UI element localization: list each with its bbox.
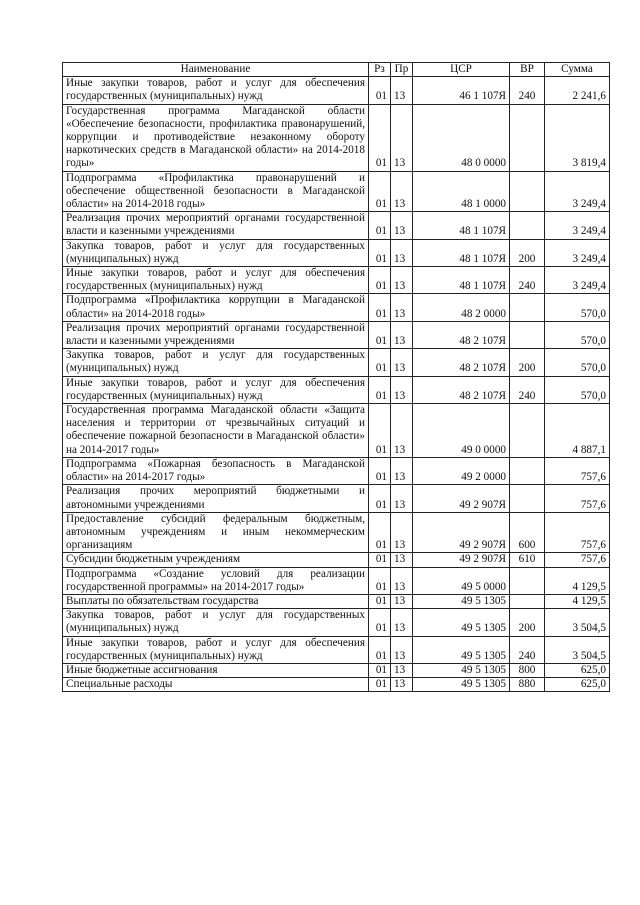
row-pr-cell: 13 [391, 239, 413, 266]
row-pr-cell: 13 [391, 376, 413, 403]
table-row [63, 457, 610, 484]
row-pr-cell: 13 [391, 609, 413, 636]
table-row [63, 349, 610, 376]
table-row [63, 104, 610, 171]
row-pr-cell: 13 [391, 678, 413, 692]
row-name-cell: Субсидии бюджетным учреждениям [63, 553, 369, 567]
row-csr-cell: 48 0 0000 [413, 104, 510, 171]
row-pr-cell: 13 [391, 77, 413, 104]
row-csr-cell: 49 5 1305 [413, 678, 510, 692]
row-name-cell: Подпрограмма «Профилактика коррупции в Магаданской области» на 2014-2018 годы» [63, 294, 369, 321]
table-row [63, 376, 610, 403]
row-vr-cell [510, 171, 545, 212]
row-csr-cell: 48 1 107Я [413, 267, 510, 294]
row-sum-cell: 4 129,5 [545, 567, 610, 594]
row-csr-cell: 46 1 107Я [413, 77, 510, 104]
row-vr-cell [510, 294, 545, 321]
table-row [63, 404, 610, 458]
row-csr-cell: 49 5 0000 [413, 567, 510, 594]
table-row [63, 512, 610, 553]
row-vr-cell [510, 321, 545, 348]
row-csr-cell: 49 5 1305 [413, 594, 510, 608]
row-csr-cell: 48 2 107Я [413, 349, 510, 376]
table-row [63, 294, 610, 321]
row-sum-cell: 3 504,5 [545, 636, 610, 663]
row-rz-cell: 01 [369, 553, 391, 567]
row-sum-cell: 4 887,1 [545, 404, 610, 458]
row-sum-cell: 3 249,4 [545, 212, 610, 239]
table-row [63, 567, 610, 594]
row-pr-cell: 13 [391, 104, 413, 171]
table-row [63, 485, 610, 512]
row-sum-cell: 3 249,4 [545, 239, 610, 266]
row-pr-cell: 13 [391, 553, 413, 567]
row-pr-cell: 13 [391, 567, 413, 594]
table-row [63, 267, 610, 294]
row-name-cell: Подпрограмма «Пожарная безопасность в Магаданской области» на 2014-2017 годы» [63, 457, 369, 484]
row-sum-cell: 2 241,6 [545, 77, 610, 104]
row-vr-cell [510, 404, 545, 458]
row-pr-cell: 13 [391, 485, 413, 512]
row-sum-cell: 757,6 [545, 457, 610, 484]
row-name-cell: Государственная программа Магаданской области «Обеспечение безопасности, профилактика правонарушений, коррупции и противодействие незаконному обороту наркотических средств в Магаданской области» на 2014-2018 годы» [63, 104, 369, 171]
row-vr-cell: 200 [510, 349, 545, 376]
row-sum-cell: 757,6 [545, 512, 610, 553]
table-header-row [63, 63, 610, 77]
row-rz-cell: 01 [369, 212, 391, 239]
row-sum-cell: 570,0 [545, 294, 610, 321]
row-vr-cell: 240 [510, 376, 545, 403]
row-sum-cell: 3 819,4 [545, 104, 610, 171]
row-csr-cell: 49 0 0000 [413, 404, 510, 458]
row-vr-cell: 200 [510, 609, 545, 636]
table-row [63, 663, 610, 677]
row-rz-cell: 01 [369, 457, 391, 484]
row-csr-cell: 49 5 1305 [413, 663, 510, 677]
row-pr-cell: 13 [391, 594, 413, 608]
row-vr-cell: 240 [510, 267, 545, 294]
row-name-cell: Иные закупки товаров, работ и услуг для обеспечения государственных (муниципальных) нужд [63, 636, 369, 663]
table-row [63, 321, 610, 348]
row-rz-cell: 01 [369, 104, 391, 171]
row-sum-cell: 3 249,4 [545, 171, 610, 212]
row-rz-cell: 01 [369, 594, 391, 608]
row-name-cell: Иные закупки товаров, работ и услуг для обеспечения государственных (муниципальных) нужд [63, 267, 369, 294]
row-name-cell: Подпрограмма «Создание условий для реализации государственной программы» на 2014-2017 годы» [63, 567, 369, 594]
row-pr-cell: 13 [391, 267, 413, 294]
row-csr-cell: 49 2 907Я [413, 553, 510, 567]
row-name-cell: Закупка товаров, работ и услуг для государственных (муниципальных) нужд [63, 609, 369, 636]
table-row [63, 239, 610, 266]
table-body [63, 77, 610, 692]
row-name-cell: Специальные расходы [63, 678, 369, 692]
row-name-cell: Реализация прочих мероприятий бюджетными и автономными учреждениями [63, 485, 369, 512]
budget-table [62, 62, 610, 692]
row-name-cell: Предоставление субсидий федеральным бюджетным, автономным учреждениям и иным некоммерческим организациям [63, 512, 369, 553]
row-rz-cell: 01 [369, 294, 391, 321]
row-vr-cell: 800 [510, 663, 545, 677]
row-name-cell: Государственная программа Магаданской области «Защита населения и территории от чрезвычайных ситуаций и обеспечение пожарной безопасности в Магаданской области» на 2014-2017 годы» [63, 404, 369, 458]
row-vr-cell: 240 [510, 77, 545, 104]
row-rz-cell: 01 [369, 636, 391, 663]
header-vr: ВР [510, 63, 545, 77]
table-row [63, 77, 610, 104]
row-csr-cell: 48 2 107Я [413, 376, 510, 403]
row-sum-cell: 570,0 [545, 349, 610, 376]
table-row [63, 678, 610, 692]
row-pr-cell: 13 [391, 294, 413, 321]
table-row [63, 212, 610, 239]
row-rz-cell: 01 [369, 171, 391, 212]
row-rz-cell: 01 [369, 485, 391, 512]
row-vr-cell: 240 [510, 636, 545, 663]
row-vr-cell: 880 [510, 678, 545, 692]
row-csr-cell: 48 2 0000 [413, 294, 510, 321]
row-rz-cell: 01 [369, 376, 391, 403]
row-name-cell: Иные бюджетные ассигнования [63, 663, 369, 677]
row-sum-cell: 757,6 [545, 553, 610, 567]
row-sum-cell: 625,0 [545, 678, 610, 692]
row-pr-cell: 13 [391, 404, 413, 458]
row-pr-cell: 13 [391, 212, 413, 239]
header-rz: Рз [369, 63, 391, 77]
row-vr-cell: 610 [510, 553, 545, 567]
row-vr-cell [510, 485, 545, 512]
row-pr-cell: 13 [391, 321, 413, 348]
row-csr-cell: 49 5 1305 [413, 636, 510, 663]
row-csr-cell: 48 1 107Я [413, 212, 510, 239]
row-csr-cell: 49 5 1305 [413, 609, 510, 636]
row-rz-cell: 01 [369, 77, 391, 104]
row-pr-cell: 13 [391, 663, 413, 677]
row-name-cell: Иные закупки товаров, работ и услуг для обеспечения государственных (муниципальных) нужд [63, 376, 369, 403]
row-sum-cell: 3 249,4 [545, 267, 610, 294]
row-rz-cell: 01 [369, 267, 391, 294]
row-rz-cell: 01 [369, 512, 391, 553]
row-rz-cell: 01 [369, 404, 391, 458]
row-rz-cell: 01 [369, 609, 391, 636]
row-csr-cell: 49 2 0000 [413, 457, 510, 484]
row-rz-cell: 01 [369, 239, 391, 266]
row-sum-cell: 757,6 [545, 485, 610, 512]
row-vr-cell: 200 [510, 239, 545, 266]
row-sum-cell: 625,0 [545, 663, 610, 677]
table-row [63, 171, 610, 212]
row-name-cell: Реализация прочих мероприятий органами государственной власти и казенными учреждениями [63, 321, 369, 348]
row-name-cell: Подпрограмма «Профилактика правонарушений и обеспечение общественной безопасности в Магаданской области» на 2014-2018 годы» [63, 171, 369, 212]
row-rz-cell: 01 [369, 321, 391, 348]
row-rz-cell: 01 [369, 567, 391, 594]
budget-table-container [62, 62, 610, 692]
row-vr-cell: 600 [510, 512, 545, 553]
header-sum: Сумма [545, 63, 610, 77]
row-vr-cell [510, 212, 545, 239]
row-csr-cell: 48 1 107Я [413, 239, 510, 266]
row-pr-cell: 13 [391, 349, 413, 376]
header-name: Наименование [63, 63, 369, 77]
row-pr-cell: 13 [391, 171, 413, 212]
table-row [63, 553, 610, 567]
row-sum-cell: 4 129,5 [545, 594, 610, 608]
row-vr-cell [510, 104, 545, 171]
row-name-cell: Закупка товаров, работ и услуг для государственных (муниципальных) нужд [63, 349, 369, 376]
row-csr-cell: 48 2 107Я [413, 321, 510, 348]
row-csr-cell: 49 2 907Я [413, 485, 510, 512]
row-rz-cell: 01 [369, 349, 391, 376]
row-pr-cell: 13 [391, 636, 413, 663]
row-csr-cell: 49 2 907Я [413, 512, 510, 553]
row-name-cell: Выплаты по обязательствам государства [63, 594, 369, 608]
row-vr-cell [510, 457, 545, 484]
header-pr: Пр [391, 63, 413, 77]
row-name-cell: Иные закупки товаров, работ и услуг для обеспечения государственных (муниципальных) нужд [63, 77, 369, 104]
row-rz-cell: 01 [369, 663, 391, 677]
row-rz-cell: 01 [369, 678, 391, 692]
row-name-cell: Реализация прочих мероприятий органами государственной власти и казенными учреждениями [63, 212, 369, 239]
header-csr: ЦСР [413, 63, 510, 77]
table-row [63, 609, 610, 636]
row-name-cell: Закупка товаров, работ и услуг для государственных (муниципальных) нужд [63, 239, 369, 266]
row-pr-cell: 13 [391, 457, 413, 484]
row-csr-cell: 48 1 0000 [413, 171, 510, 212]
row-vr-cell [510, 567, 545, 594]
table-row [63, 594, 610, 608]
row-vr-cell [510, 594, 545, 608]
table-row [63, 636, 610, 663]
row-sum-cell: 570,0 [545, 321, 610, 348]
row-sum-cell: 3 504,5 [545, 609, 610, 636]
row-sum-cell: 570,0 [545, 376, 610, 403]
row-pr-cell: 13 [391, 512, 413, 553]
